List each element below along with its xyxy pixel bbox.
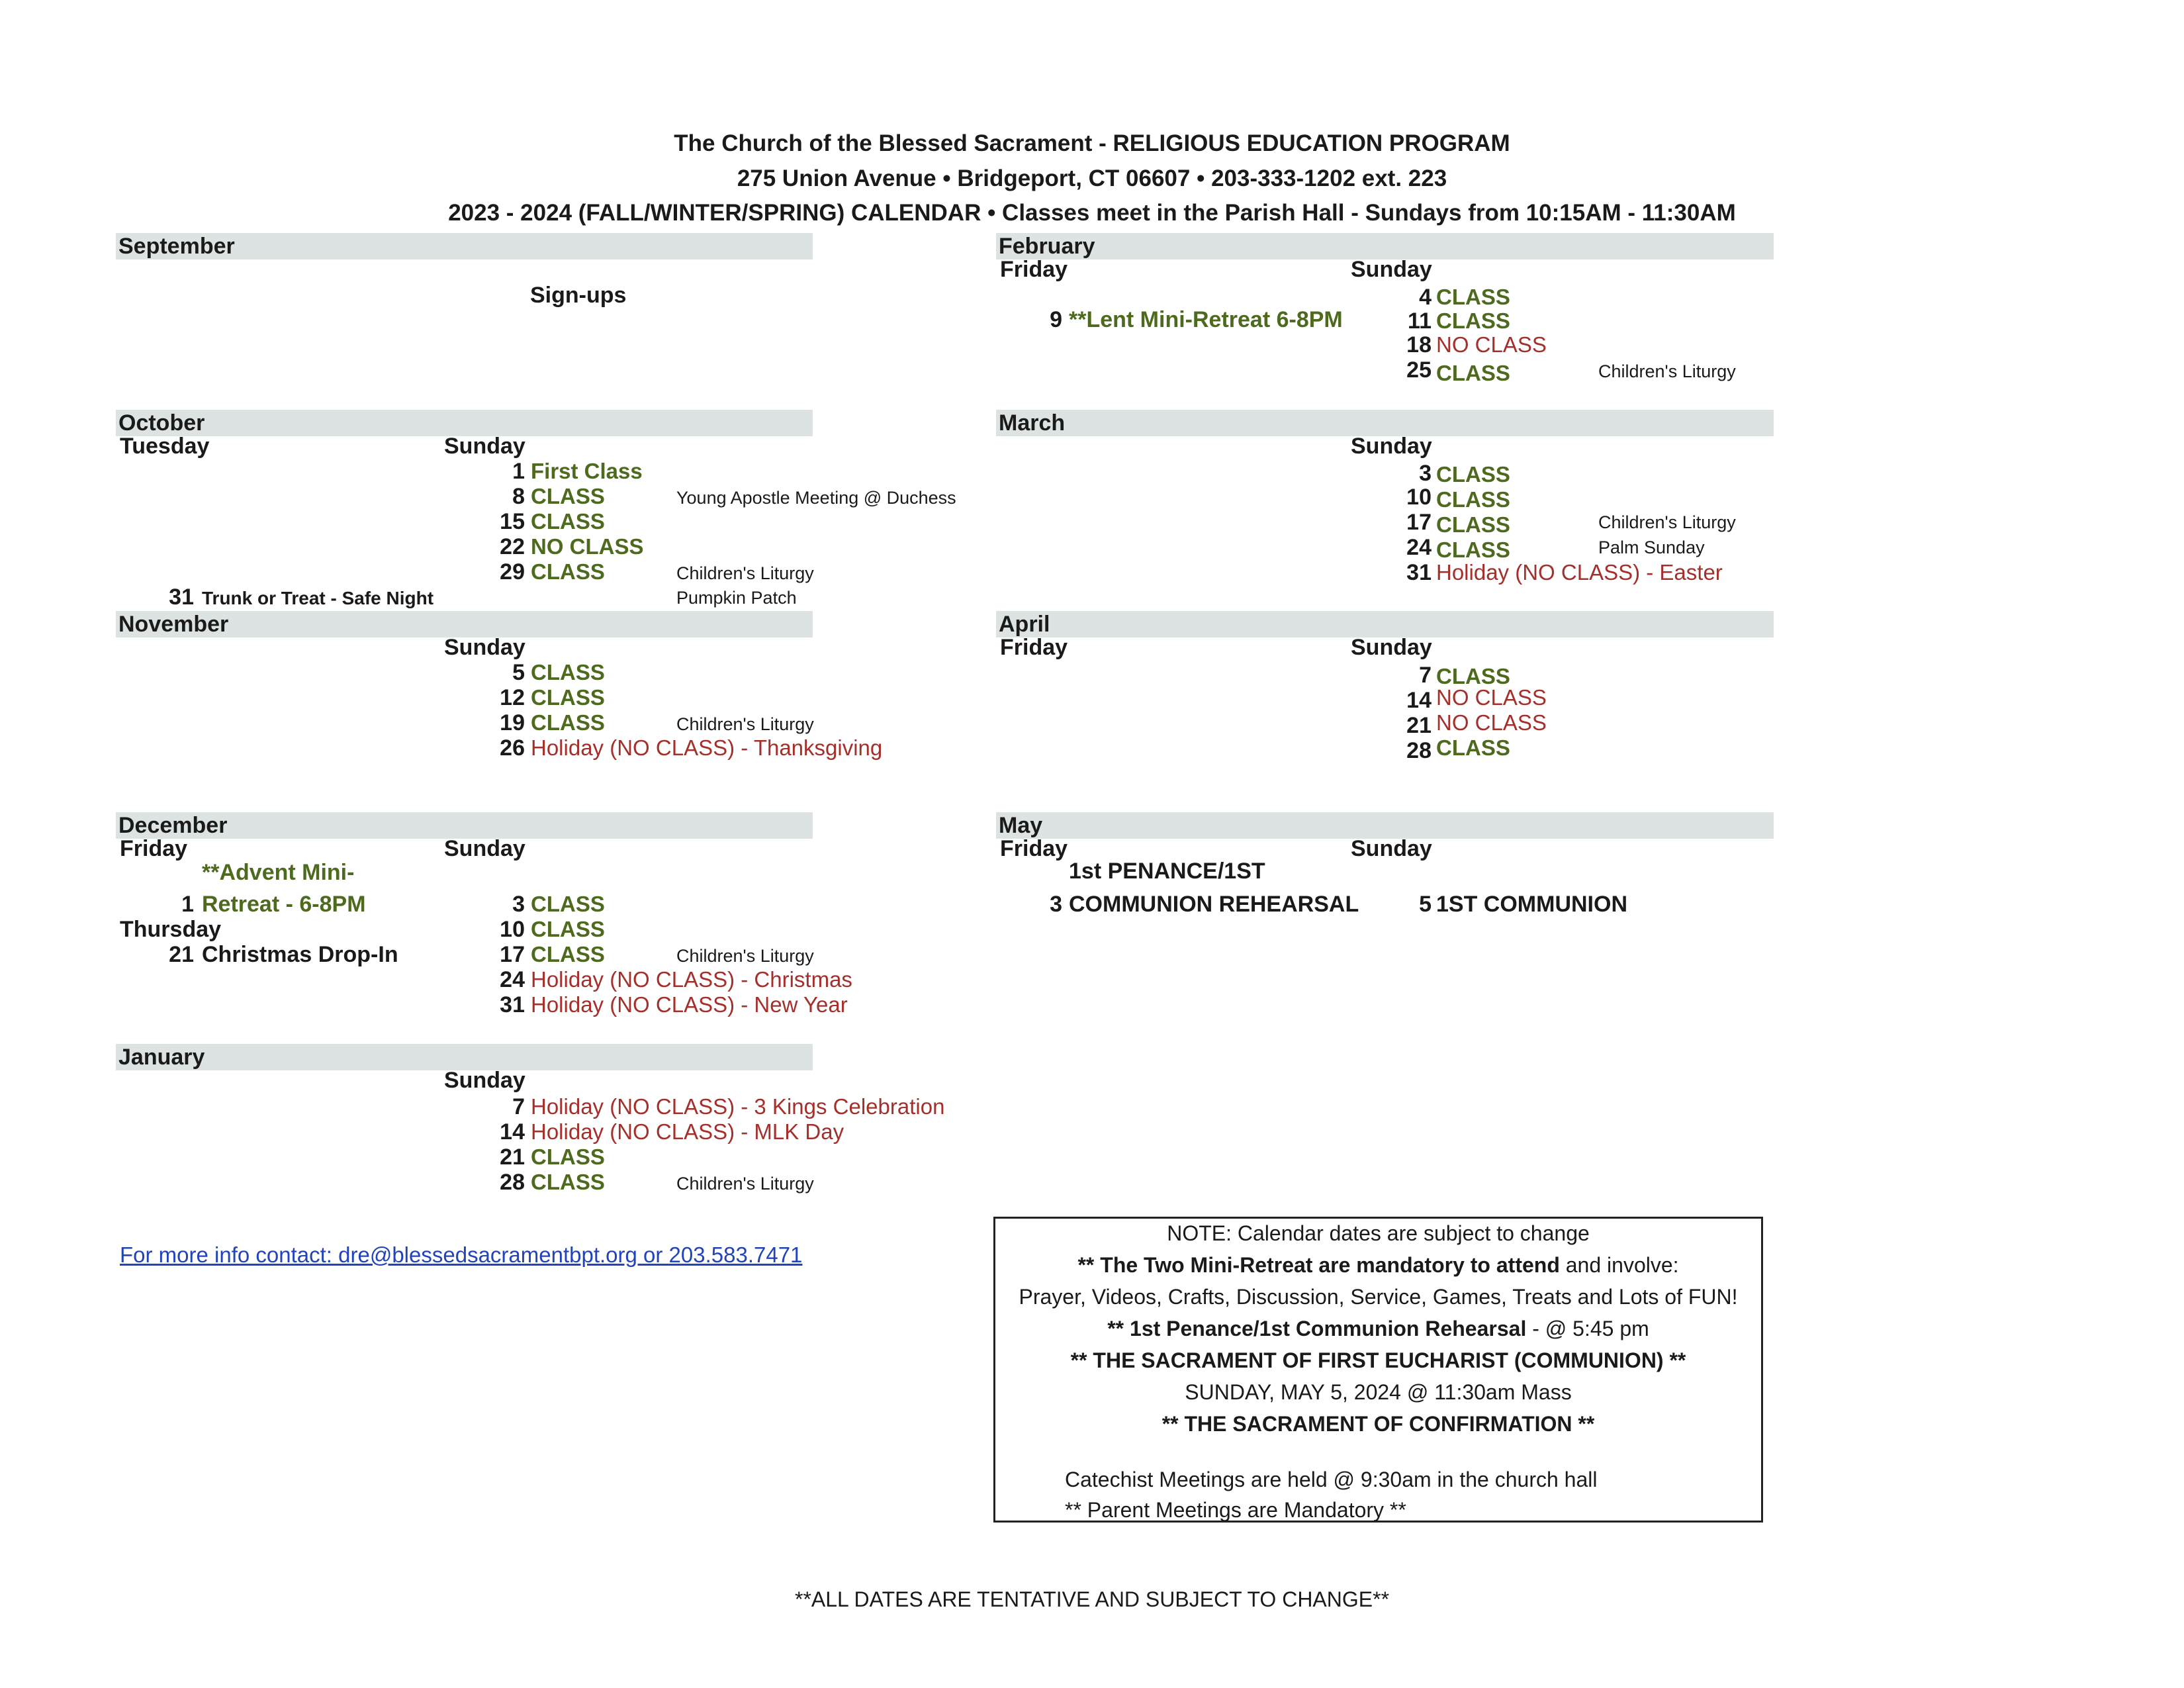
may-friday-day: 3 [1050,892,1062,917]
oct-status: CLASS [531,509,605,534]
mar-status: CLASS [1436,487,1510,512]
dec-day: 24 [500,967,525,992]
apr-status: CLASS [1436,664,1510,688]
dec-day: 31 [500,992,525,1017]
oct-status: CLASS [531,484,605,508]
jan-status: Holiday (NO CLASS) - 3 Kings Celebration [531,1094,945,1119]
oct-status: First Class [531,459,643,483]
month-name: November [118,612,229,637]
dec-col-thursday: Thursday [120,917,222,942]
feb-status: CLASS [1436,308,1510,333]
mar-day: 24 [1406,535,1432,560]
note-line: Prayer, Videos, Crafts, Discussion, Service, Games, Treats and Lots of FUN! [1019,1285,1738,1309]
oct-col-sunday: Sunday [444,434,525,459]
feb-friday-day: 9 [1050,307,1062,332]
dec-status: CLASS [531,917,605,941]
feb-col-sunday: Sunday [1351,257,1432,282]
dec-status: Holiday (NO CLASS) - New Year [531,992,848,1017]
may-sunday-day: 5 [1419,892,1432,917]
dec-day: 10 [500,917,525,942]
note-line: ** Parent Meetings are Mandatory ** [1065,1498,1406,1522]
nov-status: Holiday (NO CLASS) - Thanksgiving [531,735,883,760]
mar-note: Children's Liturgy [1598,512,1736,532]
oct-col-tuesday: Tuesday [120,434,210,459]
mar-col-sunday: Sunday [1351,434,1432,459]
dec-note: Children's Liturgy [676,946,814,966]
mar-day: 3 [1419,461,1432,486]
nov-note: Children's Liturgy [676,714,814,734]
month-name: October [118,410,205,436]
note-line-mini-retreat [995,1253,1761,1278]
mar-status: Holiday (NO CLASS) - Easter [1436,560,1723,585]
dec-thursday-day: 21 [169,942,194,967]
month-band-september [116,233,813,259]
note-rest: - @ 5:45 pm [1526,1317,1649,1340]
may-first-communion: 1ST COMMUNION [1436,892,1627,917]
feb-day: 11 [1408,308,1432,334]
note-line: NOTE: Calendar dates are subject to change [1167,1221,1590,1245]
may-col-friday: Friday [1000,836,1068,861]
dec-friday-day: 1 [181,892,194,917]
contact-link[interactable]: For more info contact: dre@blessedsacramentbpt.org or 203.583.7471 [120,1243,803,1267]
month-band-december [116,812,813,839]
jan-day: 28 [500,1170,525,1195]
dec-status: CLASS [531,942,605,966]
month-band-october [116,410,813,436]
feb-status: CLASS [1436,361,1510,385]
month-name: December [118,813,228,838]
month-name: April [999,612,1050,637]
jan-day: 21 [500,1145,525,1170]
nov-status: CLASS [531,660,605,684]
may-col-sunday: Sunday [1351,836,1432,861]
apr-col-friday: Friday [1000,635,1068,660]
oct-day: 15 [500,509,525,534]
feb-day: 18 [1406,332,1432,357]
feb-col-friday: Friday [1000,257,1068,282]
dec-col-sunday: Sunday [444,836,525,861]
jan-status: CLASS [531,1170,605,1194]
dec-col-friday: Friday [120,836,188,861]
may-penance-line2: COMMUNION REHEARSAL [1069,892,1359,917]
feb-day: 25 [1406,357,1432,383]
note-line: Catechist Meetings are held @ 9:30am in the church hall [1065,1468,1598,1491]
dec-advent-line2: Retreat - 6-8PM [202,892,366,917]
month-band-may [996,812,1774,839]
dec-status: Holiday (NO CLASS) - Christmas [531,967,852,992]
apr-day: 14 [1406,688,1432,713]
oct-tuesday-day: 31 [169,585,194,610]
jan-status: Holiday (NO CLASS) - MLK Day [531,1119,844,1144]
nov-status: CLASS [531,710,605,735]
jan-col-sunday: Sunday [444,1068,525,1093]
title-line-1: The Church of the Blessed Sacrament - RELIGIOUS EDUCATION PROGRAM [674,130,1510,156]
nov-status: CLASS [531,685,605,710]
mar-day: 17 [1406,510,1432,535]
month-name: March [999,410,1066,436]
mar-status: CLASS [1436,538,1510,562]
note-line: ** THE SACRAMENT OF FIRST EUCHARIST (COMMUNION) ** [1070,1348,1686,1372]
note-rest: and involve: [1559,1253,1679,1277]
mar-day: 31 [1406,560,1432,585]
oct-day: 29 [500,559,525,585]
apr-day: 28 [1406,738,1432,763]
feb-status: CLASS [1436,285,1510,309]
mar-status: CLASS [1436,462,1510,487]
month-name: February [999,234,1095,259]
oct-day: 1 [512,459,525,484]
month-name: January [118,1045,205,1070]
apr-status: NO CLASS [1436,710,1547,735]
oct-status: NO CLASS [531,534,644,559]
note-line-rehearsal [995,1317,1761,1341]
oct-note: Children's Liturgy [676,563,814,583]
nov-day: 12 [500,685,525,710]
jan-day: 14 [500,1119,525,1145]
apr-col-sunday: Sunday [1351,635,1432,660]
mar-day: 10 [1406,485,1432,510]
note-line: ** THE SACRAMENT OF CONFIRMATION ** [1161,1412,1595,1436]
jan-status: CLASS [531,1145,605,1169]
oct-day: 8 [512,484,525,509]
note-bold: ** The Two Mini-Retreat are mandatory to attend [1077,1253,1560,1277]
month-band-april [996,611,1774,637]
month-name: May [999,813,1043,838]
apr-day: 21 [1406,713,1432,738]
note-bold: ** 1st Penance/1st Communion Rehearsal [1107,1317,1527,1340]
feb-status: NO CLASS [1436,332,1547,357]
nov-day: 5 [512,660,525,685]
jan-day: 7 [512,1094,525,1119]
oct-day: 22 [500,534,525,559]
jan-note: Children's Liturgy [676,1174,814,1194]
dec-christmas-drop-in: Christmas Drop-In [202,942,398,967]
feb-day: 4 [1419,285,1432,310]
apr-status: NO CLASS [1436,685,1547,710]
feb-lent-retreat: **Lent Mini-Retreat 6-8PM [1069,307,1343,332]
month-band-january [116,1044,813,1070]
dec-advent-line1: **Advent Mini- [202,860,355,885]
dec-status: CLASS [531,892,605,916]
dec-day: 17 [500,942,525,967]
note-box [993,1217,1763,1523]
dec-day: 3 [512,892,525,917]
footer-disclaimer: **ALL DATES ARE TENTATIVE AND SUBJECT TO CHANGE** [794,1587,1390,1611]
sept-signups: Sign-ups [530,283,627,308]
feb-note: Children's Liturgy [1598,361,1736,381]
address-line: 275 Union Avenue • Bridgeport, CT 06607 • 203-333-1202 ext. 223 [737,165,1447,191]
calendar-subtitle: 2023 - 2024 (FALL/WINTER/SPRING) CALENDAR • Classes meet in the Parish Hall - Sundays from 10:15AM - 11:30AM [448,200,1736,226]
apr-status: CLASS [1436,735,1510,760]
nov-col-sunday: Sunday [444,635,525,660]
may-penance-line1: 1st PENANCE/1ST [1069,859,1265,884]
mar-note: Palm Sunday [1598,538,1705,557]
nov-day: 26 [500,735,525,761]
month-band-march [996,410,1774,436]
oct-status: CLASS [531,559,605,584]
month-band-february [996,233,1774,259]
month-name: September [118,234,235,259]
month-band-november [116,611,813,637]
oct-pumpkin-patch: Pumpkin Patch [676,588,797,608]
nov-day: 19 [500,710,525,735]
oct-trunk-or-treat: Trunk or Treat - Safe Night [202,588,434,608]
apr-day: 7 [1419,663,1432,688]
oct-note: Young Apostle Meeting @ Duchess [676,488,956,508]
note-line: SUNDAY, MAY 5, 2024 @ 11:30am Mass [1185,1380,1572,1404]
mar-status: CLASS [1436,512,1510,537]
